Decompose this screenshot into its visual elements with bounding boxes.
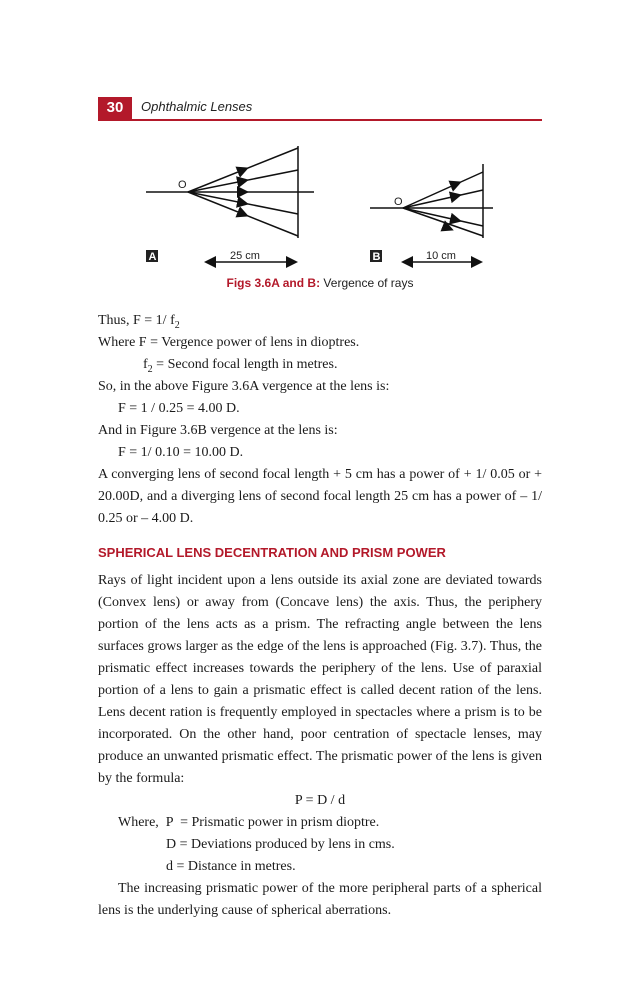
ray-b1 [403,172,483,208]
distance-b: 10 cm [426,250,456,262]
caption-text: Vergence of rays [320,276,414,290]
where-line-2: D = Deviations produced by lens in cms. [166,837,395,852]
paragraph-lens-power: A converging lens of second focal length + 5 cm has a power of + 1/ 0.05 or + 20.00D, and a diverging lens of second focal length 25 cm has a power of – 1/ 0.25 or – 4.00 D. [98,467,542,526]
paragraph-decentration: Rays of light incident upon a lens outside its axial zone are deviated towards (Convex lens) or away from (Concave lens) the axis. Thus, the periphery portion of the lens acts as a prism. The refracting angle between the lens surfaces grows larger as the edge of the lens is approached (Fig. 3.7). Thus, the prismatic effect increases towards the periphery of the lens. Use of paraxial portion of a lens to gain a prismatic effect is called decent ration of the lens. Lens decent ration is frequently employed in spectacles where a prism is to be incorporated. On the other hand, poor centration of spectacle lenses, may produce an unwanted prismatic effect. The prismatic power of the lens is given by the formula: [98,573,542,786]
example-b-intro: And in Figure 3.6B vergence at the lens is: [98,423,338,438]
example-b-result: F = 1/ 0.10 = 10.00 D. [118,445,244,460]
ray-b2 [403,190,483,208]
ray-b4 [403,208,483,236]
ray-b3 [403,208,483,226]
example-a-result: F = 1 / 0.25 = 4.00 D. [118,401,240,416]
formula-1-text: Thus, F = 1/ f [98,313,175,328]
definition-2-symbol: f [143,357,148,372]
label-b: B [372,251,381,263]
page-header [98,97,542,121]
vergence-figure [98,140,542,270]
definition-2-text: = Second focal length in metres. [152,357,338,372]
point-o-a: O [178,179,187,191]
point-o-b: O [394,196,403,208]
label-a: A [148,251,157,263]
definition-2-sub: 2 [147,363,153,375]
where-line-1: Where, P = Prismatic power in prism dioptre. [118,815,380,830]
paragraph-aberrations: The increasing prismatic power of the more peripheral parts of a spherical lens is the underlying cause of spherical aberrations. [98,881,542,918]
definition-line-2 [98,354,542,376]
formula-1-sub: 2 [174,319,180,331]
figure-caption [98,276,542,290]
distance-a: 25 cm [230,250,260,262]
formula-line-1 [98,310,542,332]
definition-line: Where F = Vergence power of lens in dioptres. [98,335,360,350]
running-title: Ophthalmic Lenses [141,99,253,114]
body-text [98,310,542,922]
page-number: 30 [98,97,132,119]
caption-label: Figs 3.6A and B: [226,276,321,290]
header-rule [98,119,542,121]
diagram-a [146,146,314,262]
diagram-b [370,164,493,262]
where-line-3: d = Distance in metres. [166,859,296,874]
vergence-diagram [98,140,542,270]
example-a-intro: So, in the above Figure 3.6A vergence at the lens is: [98,379,390,394]
prism-formula: P = D / d [294,793,346,808]
section-heading: SPHERICAL LENS DECENTRATION AND PRISM POWER [98,545,446,560]
